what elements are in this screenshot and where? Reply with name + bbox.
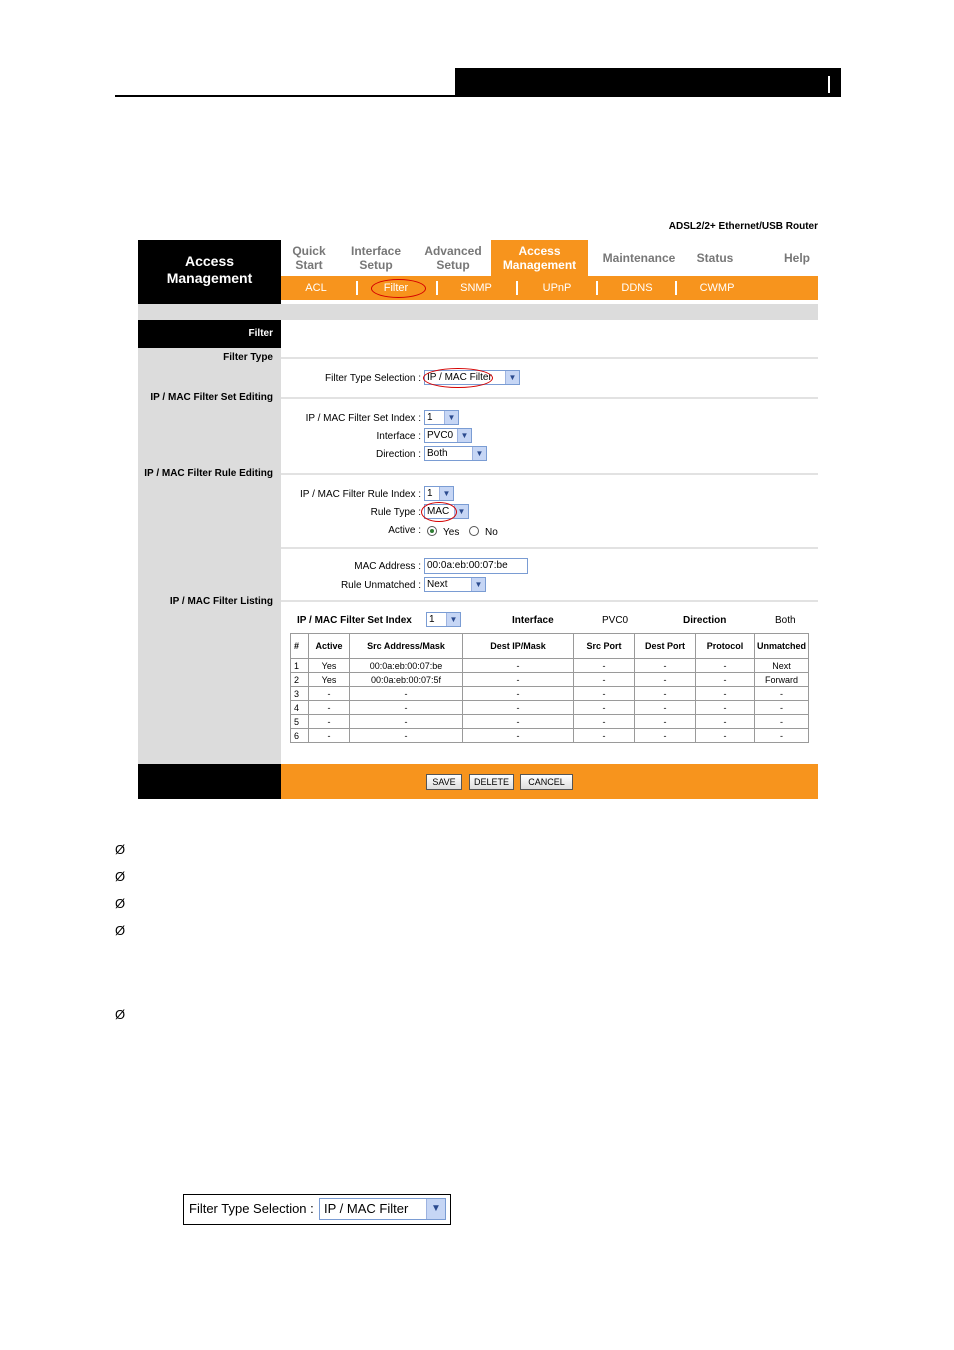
- cell: -: [350, 687, 463, 701]
- select-value: PVC0: [427, 430, 454, 441]
- cell: -: [635, 701, 696, 715]
- rule-index-select[interactable]: [424, 486, 454, 501]
- col-unmatched: Unmatched: [755, 634, 809, 659]
- router-model-title: ADSL2/2+ Ethernet/USB Router: [668, 221, 818, 232]
- tab-label-2: Management: [502, 258, 577, 272]
- table-row: [291, 659, 809, 673]
- subtab-divider: [516, 281, 518, 295]
- footer-left-bar: [138, 764, 281, 799]
- tab-label: Status: [696, 251, 734, 265]
- divider: [281, 357, 818, 359]
- tab-label-2: Setup: [359, 258, 393, 272]
- cell: 6: [291, 729, 309, 743]
- cell: -: [755, 729, 809, 743]
- tab-label: Maintenance: [602, 251, 676, 265]
- cell: 2: [291, 673, 309, 687]
- subtab-divider: [436, 281, 438, 295]
- cell: -: [350, 715, 463, 729]
- chevron-down-icon: ▼: [444, 411, 458, 424]
- listing-direction-value: Both: [775, 615, 796, 626]
- col-protocol: Protocol: [696, 634, 755, 659]
- filter-type-label: Filter Type Selection :: [325, 373, 421, 384]
- subtab-filter[interactable]: Filter: [383, 282, 409, 294]
- col-src-address: Src Address/Mask: [350, 634, 463, 659]
- zoom-filter-type-select[interactable]: [319, 1198, 446, 1220]
- direction-label: Direction :: [375, 449, 421, 460]
- tab-label: Advanced: [424, 244, 482, 258]
- cell: Next: [755, 659, 809, 673]
- brand-line2: Management: [166, 270, 253, 286]
- cell: -: [463, 701, 574, 715]
- tab-interface-setup[interactable]: [341, 240, 411, 276]
- cell: -: [309, 715, 350, 729]
- label-set-editing: IP / MAC Filter Set Editing: [150, 392, 273, 403]
- tab-advanced-setup[interactable]: [417, 240, 489, 276]
- brand-line1: Access: [184, 253, 235, 269]
- table-row: [291, 715, 809, 729]
- tab-status[interactable]: [690, 240, 740, 276]
- bullet-arrow-icon: Ø: [115, 1007, 126, 1022]
- listing-interface-label: Interface: [512, 615, 554, 626]
- cell: Yes: [309, 673, 350, 687]
- cell: -: [755, 701, 809, 715]
- cell: -: [574, 659, 635, 673]
- chevron-down-icon: ▼: [472, 447, 486, 460]
- cell: 3: [291, 687, 309, 701]
- subtab-upnp[interactable]: UPnP: [542, 282, 572, 294]
- cell: -: [350, 729, 463, 743]
- cell: -: [574, 687, 635, 701]
- document-header-bar: [455, 68, 841, 97]
- tab-access-management[interactable]: [491, 240, 588, 276]
- tab-label: Access: [518, 244, 561, 258]
- cell: -: [696, 701, 755, 715]
- rule-unmatched-select[interactable]: [424, 577, 486, 592]
- cell: -: [635, 729, 696, 743]
- mac-address-input[interactable]: 00:0a:eb:00:07:be: [424, 558, 528, 574]
- divider: [281, 397, 818, 399]
- cell: -: [309, 687, 350, 701]
- active-no-radio[interactable]: [469, 526, 479, 536]
- cell: 00:0a:eb:00:07:be: [350, 659, 463, 673]
- tab-maintenance[interactable]: [593, 240, 685, 276]
- cell: -: [696, 673, 755, 687]
- chevron-down-icon: ▼: [454, 505, 468, 518]
- tab-help[interactable]: [776, 240, 818, 276]
- divider: [281, 600, 818, 602]
- listing-set-index-label: IP / MAC Filter Set Index: [297, 615, 412, 626]
- interface-select[interactable]: [424, 428, 472, 443]
- chevron-down-icon: ▼: [471, 578, 485, 591]
- left-label-panel: [138, 348, 281, 764]
- cell: -: [350, 701, 463, 715]
- cancel-button[interactable]: CANCEL: [520, 774, 573, 790]
- tab-label-2: Setup: [436, 258, 470, 272]
- label-listing: IP / MAC Filter Listing: [169, 596, 273, 607]
- cell: -: [755, 715, 809, 729]
- cell: Forward: [755, 673, 809, 687]
- select-value: IP / MAC Filter: [427, 372, 492, 383]
- col-active: Active: [309, 634, 350, 659]
- content-top-bar: [138, 304, 818, 320]
- delete-button[interactable]: DELETE: [469, 774, 514, 790]
- rule-index-label: IP / MAC Filter Rule Index :: [300, 489, 421, 500]
- table-row: [291, 687, 809, 701]
- save-button[interactable]: SAVE: [426, 774, 462, 790]
- cell: 5: [291, 715, 309, 729]
- cell: 1: [291, 659, 309, 673]
- select-value: 1: [427, 412, 433, 423]
- tab-label: Interface: [350, 244, 402, 258]
- zoom-filter-type-label: Filter Type Selection :: [189, 1201, 314, 1216]
- mac-address-label: MAC Address :: [354, 561, 421, 572]
- col-dest-port: Dest Port: [635, 634, 696, 659]
- col-src-port: Src Port: [574, 634, 635, 659]
- subtab-cwmp[interactable]: CWMP: [699, 282, 735, 294]
- listing-interface-value: PVC0: [602, 615, 629, 626]
- cell: -: [635, 659, 696, 673]
- table-row: [291, 729, 809, 743]
- chevron-down-icon: ▼: [457, 429, 471, 442]
- section-brand: [138, 240, 281, 300]
- interface-label: Interface :: [376, 431, 421, 442]
- select-value: IP / MAC Filter: [324, 1201, 409, 1216]
- select-value: Next: [427, 579, 448, 590]
- subtab-divider: [675, 281, 677, 295]
- listing-set-index-select[interactable]: [426, 612, 461, 627]
- listing-direction-label: Direction: [683, 615, 727, 626]
- col-index: #: [291, 634, 309, 659]
- subtab-acl[interactable]: ACL: [305, 282, 327, 294]
- highlight-circle: [371, 279, 426, 298]
- rule-type-label: Rule Type :: [370, 507, 421, 518]
- cell: -: [635, 715, 696, 729]
- label-filter-type: Filter Type: [223, 352, 273, 363]
- cell: -: [696, 659, 755, 673]
- table-row: [291, 701, 809, 715]
- select-value: Both: [427, 448, 448, 459]
- bullet-arrow-icon: Ø: [115, 896, 126, 911]
- chevron-down-icon: ▼: [439, 487, 453, 500]
- active-label: Active :: [388, 525, 421, 536]
- subtab-divider: [596, 281, 598, 295]
- direction-select[interactable]: [424, 446, 487, 461]
- tab-label: Help: [783, 251, 810, 265]
- cell: -: [696, 729, 755, 743]
- subtab-divider: [356, 281, 358, 295]
- cell: -: [309, 701, 350, 715]
- cell: 00:0a:eb:00:07:5f: [350, 673, 463, 687]
- label-rule-editing: IP / MAC Filter Rule Editing: [144, 468, 273, 479]
- active-yes-label: Yes: [443, 527, 460, 538]
- cell: -: [309, 729, 350, 743]
- cell: -: [463, 715, 574, 729]
- tab-label-2: Start: [295, 258, 323, 272]
- tab-label: Quick: [292, 244, 326, 258]
- tab-quick-start[interactable]: [281, 240, 337, 276]
- select-value: 1: [429, 614, 435, 625]
- document-header-rule: [115, 95, 841, 97]
- cell: -: [574, 701, 635, 715]
- cell: -: [755, 687, 809, 701]
- cell: -: [696, 687, 755, 701]
- cell: -: [574, 673, 635, 687]
- subtab-ddns[interactable]: DDNS: [621, 282, 653, 294]
- chevron-down-icon: ▼: [426, 1199, 445, 1219]
- cell: -: [463, 729, 574, 743]
- cell: 4: [291, 701, 309, 715]
- select-value: 1: [427, 488, 433, 499]
- subtab-snmp[interactable]: SNMP: [460, 282, 492, 294]
- cell: -: [635, 687, 696, 701]
- select-value: MAC: [427, 506, 450, 517]
- set-index-select[interactable]: [424, 410, 459, 425]
- rule-unmatched-label: Rule Unmatched :: [340, 580, 421, 591]
- cell: -: [635, 673, 696, 687]
- highlight-circle: [423, 368, 493, 388]
- col-dest-ip: Dest IP/Mask: [463, 634, 574, 659]
- filter-rules-table: [290, 633, 809, 743]
- divider: [281, 473, 818, 475]
- bullet-arrow-icon: Ø: [115, 923, 126, 938]
- divider: [281, 547, 818, 549]
- cell: -: [574, 715, 635, 729]
- cell: -: [696, 715, 755, 729]
- bullet-arrow-icon: Ø: [115, 842, 126, 857]
- cell: -: [463, 673, 574, 687]
- section-filter-header: Filter: [138, 320, 281, 348]
- chevron-down-icon: ▼: [505, 371, 519, 384]
- cell: -: [463, 687, 574, 701]
- active-yes-radio[interactable]: [427, 526, 437, 536]
- cell: -: [574, 729, 635, 743]
- bullet-arrow-icon: Ø: [115, 869, 126, 884]
- cell: -: [463, 659, 574, 673]
- active-no-label: No: [485, 527, 498, 538]
- document-header-marker: [828, 76, 830, 93]
- cell: Yes: [309, 659, 350, 673]
- highlight-circle: [421, 502, 457, 522]
- router-web-ui: [138, 221, 818, 799]
- table-header-row: [291, 634, 809, 659]
- chevron-down-icon: ▼: [446, 613, 460, 626]
- table-row: [291, 673, 809, 687]
- set-index-label: IP / MAC Filter Set Index :: [305, 413, 421, 424]
